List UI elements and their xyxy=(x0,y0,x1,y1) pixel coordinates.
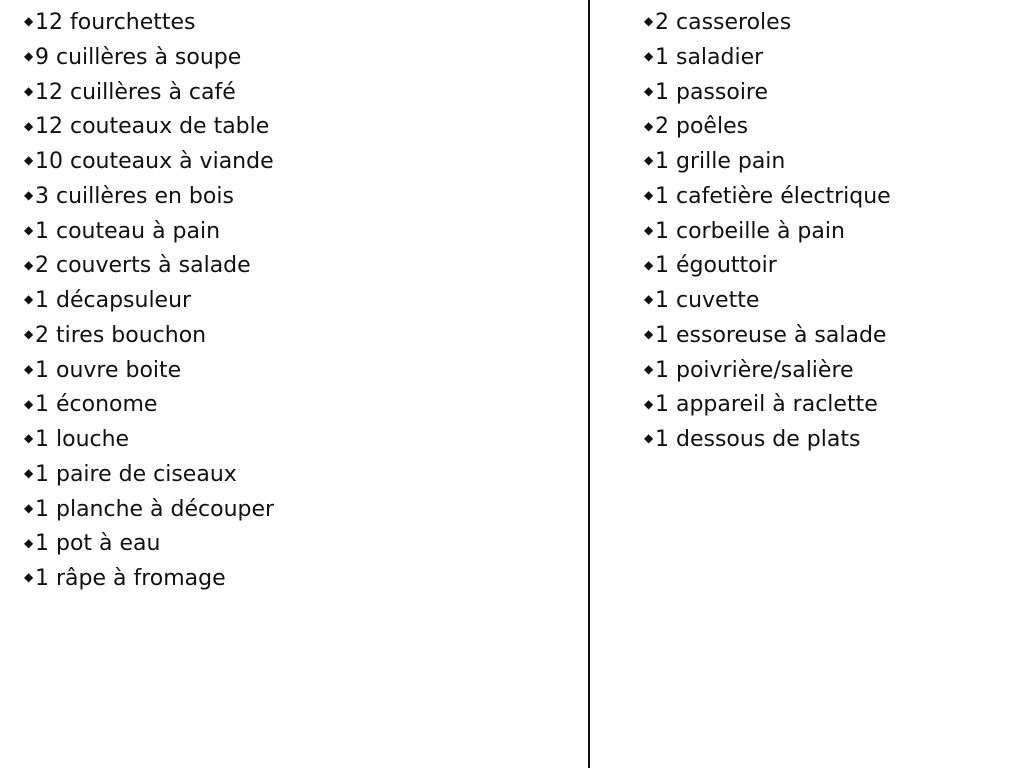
list-item xyxy=(644,6,1014,41)
diamond-bullet-icon: ◆ xyxy=(24,153,34,168)
left-inventory-list xyxy=(24,6,579,597)
list-item xyxy=(24,76,579,111)
list-item xyxy=(644,215,1014,250)
item-text: 3 cuillères en bois xyxy=(35,183,234,209)
item-text: 1 paire de ciseaux xyxy=(35,461,237,487)
item-text: 1 ouvre boite xyxy=(35,357,182,383)
item-text: 1 cafetière électrique xyxy=(655,183,891,209)
list-item xyxy=(24,319,579,354)
diamond-bullet-icon: ◆ xyxy=(24,292,34,307)
list-item xyxy=(24,354,579,389)
diamond-bullet-icon: ◆ xyxy=(644,257,654,272)
list-item xyxy=(644,110,1014,145)
item-text: 9 cuillères à soupe xyxy=(35,44,242,70)
item-text: 1 couteau à pain xyxy=(35,218,221,244)
item-text: 12 cuillères à café xyxy=(35,79,236,105)
diamond-bullet-icon: ◆ xyxy=(644,153,654,168)
diamond-bullet-icon: ◆ xyxy=(24,361,34,376)
list-item xyxy=(644,76,1014,111)
list-item xyxy=(24,249,579,284)
list-item xyxy=(24,215,579,250)
list-item xyxy=(644,180,1014,215)
item-text: 1 grille pain xyxy=(655,149,786,174)
item-text: 1 dessous de plats xyxy=(655,427,861,452)
item-text: 2 tires bouchon xyxy=(35,322,207,348)
diamond-bullet-icon: ◆ xyxy=(644,396,654,411)
item-text: 1 saladier xyxy=(655,44,764,70)
item-text: 12 fourchettes xyxy=(35,10,196,35)
item-text: 1 planche à découper xyxy=(35,496,275,522)
list-item xyxy=(24,180,579,215)
item-text: 1 passoire xyxy=(655,79,769,105)
right-inventory-list xyxy=(644,6,1014,458)
item-text: 1 râpe à fromage xyxy=(35,566,226,591)
item-text: 1 décapsuleur xyxy=(35,288,192,313)
diamond-bullet-icon: ◆ xyxy=(24,14,34,29)
list-item xyxy=(644,284,1014,319)
diamond-bullet-icon: ◆ xyxy=(24,222,34,237)
list-item xyxy=(644,354,1014,389)
list-item xyxy=(644,388,1014,423)
list-item xyxy=(644,319,1014,354)
item-text: 1 appareil à raclette xyxy=(655,392,878,418)
diamond-bullet-icon: ◆ xyxy=(24,83,34,98)
item-text: 2 couverts à salade xyxy=(35,253,251,279)
list-item xyxy=(24,284,579,319)
list-item xyxy=(644,423,1014,458)
diamond-bullet-icon: ◆ xyxy=(24,118,34,133)
item-text: 1 économe xyxy=(35,392,158,418)
list-item xyxy=(24,527,579,562)
diamond-bullet-icon: ◆ xyxy=(644,83,654,98)
diamond-bullet-icon: ◆ xyxy=(644,49,654,64)
item-text: 1 égouttoir xyxy=(655,253,777,279)
list-item xyxy=(24,423,579,458)
diamond-bullet-icon: ◆ xyxy=(644,222,654,237)
diamond-bullet-icon: ◆ xyxy=(24,535,34,550)
list-item xyxy=(24,110,579,145)
diamond-bullet-icon: ◆ xyxy=(644,292,654,307)
diamond-bullet-icon: ◆ xyxy=(24,49,34,64)
list-item xyxy=(24,6,579,41)
column-divider xyxy=(588,0,590,768)
diamond-bullet-icon: ◆ xyxy=(24,396,34,411)
item-text: 1 poivrière/salière xyxy=(655,357,854,383)
diamond-bullet-icon: ◆ xyxy=(644,327,654,342)
item-text: 1 essoreuse à salade xyxy=(655,322,887,348)
list-item xyxy=(24,493,579,528)
item-text: 10 couteaux à viande xyxy=(35,149,274,174)
item-text: 1 pot à eau xyxy=(35,531,161,557)
list-item xyxy=(644,145,1014,180)
item-text: 1 louche xyxy=(35,427,130,452)
list-item xyxy=(24,41,579,76)
diamond-bullet-icon: ◆ xyxy=(24,188,34,203)
diamond-bullet-icon: ◆ xyxy=(644,361,654,376)
item-text: 1 corbeille à pain xyxy=(655,218,845,244)
list-item xyxy=(24,562,579,597)
diamond-bullet-icon: ◆ xyxy=(24,327,34,342)
list-item xyxy=(24,388,579,423)
list-item xyxy=(644,41,1014,76)
diamond-bullet-icon: ◆ xyxy=(644,431,654,446)
item-text: 12 couteaux de table xyxy=(35,114,270,140)
item-text: 2 poêles xyxy=(655,114,749,140)
item-text: 1 cuvette xyxy=(655,288,760,313)
diamond-bullet-icon: ◆ xyxy=(24,431,34,446)
item-text: 2 casseroles xyxy=(655,10,792,35)
diamond-bullet-icon: ◆ xyxy=(644,14,654,29)
diamond-bullet-icon: ◆ xyxy=(24,466,34,481)
diamond-bullet-icon: ◆ xyxy=(644,118,654,133)
diamond-bullet-icon: ◆ xyxy=(24,257,34,272)
list-item xyxy=(24,145,579,180)
diamond-bullet-icon: ◆ xyxy=(24,500,34,515)
diamond-bullet-icon: ◆ xyxy=(24,570,34,585)
list-item xyxy=(644,249,1014,284)
diamond-bullet-icon: ◆ xyxy=(644,188,654,203)
list-item xyxy=(24,458,579,493)
